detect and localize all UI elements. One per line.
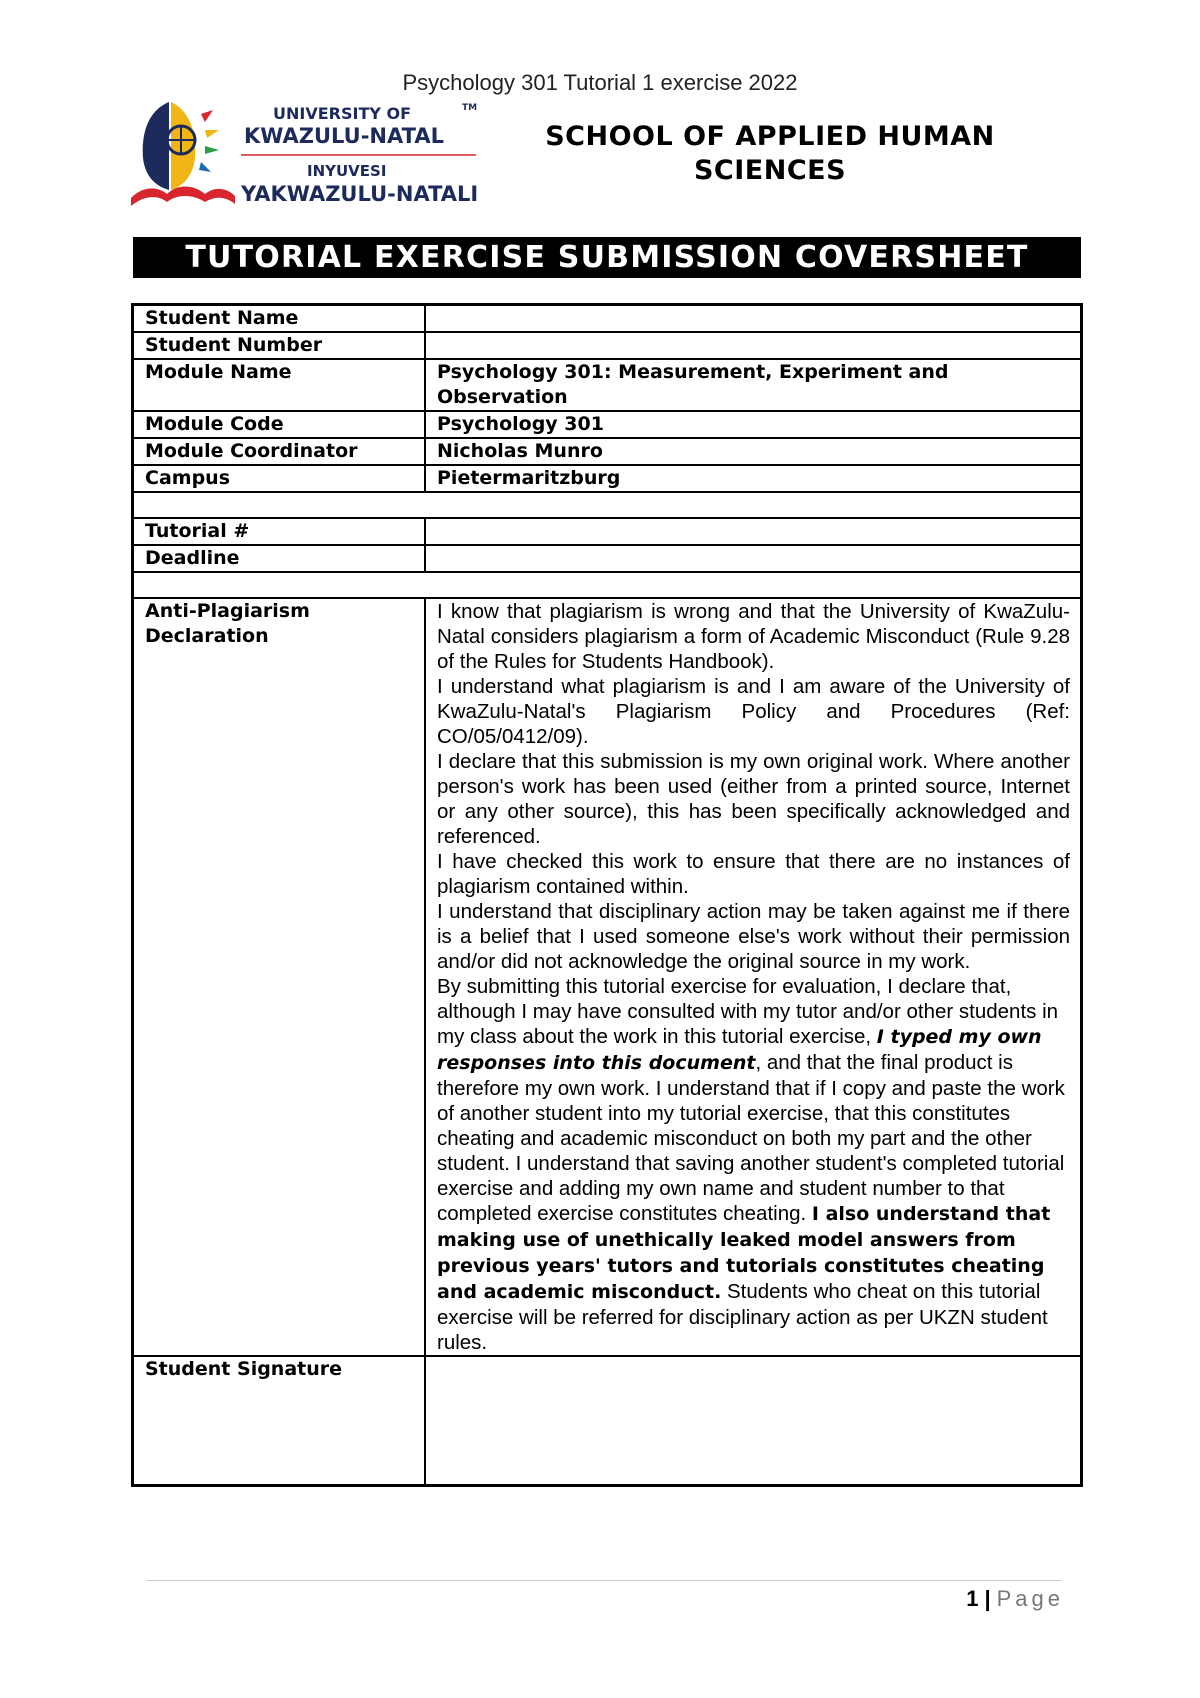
footer-divider (146, 1580, 1062, 1581)
campus-label: Campus (133, 465, 426, 492)
campus-value: Pietermaritzburg (425, 465, 1082, 492)
declaration-p6-part-c: , and that the final product is therefore my own work. I understand that if I copy and paste the work of another student into my tutorial exercise, that this constitutes cheating and academic misconduct on both my part and the other student. I understand that saving another student's completed tutorial exercise and adding my own name and student number to that completed exercise constitutes cheating. (437, 1051, 1065, 1225)
declaration-label-line-2: Declaration (145, 625, 269, 647)
tutorial-field[interactable] (425, 518, 1082, 545)
logo-text-yakwazulu-natali: YAKWAZULU-NATALI (241, 182, 479, 206)
declaration-p6-part-e: Students who cheat on this tutorial exercise will be referred for disciplinary action as per UKZN student rules. (437, 1280, 1048, 1354)
declaration-label-line-1: Anti-Plagiarism (145, 600, 310, 622)
page-word: Page (996, 1586, 1064, 1611)
logo-trademark: TM (462, 103, 478, 113)
module-coordinator-label: Module Coordinator (133, 438, 426, 465)
module-code-label: Module Code (133, 411, 426, 438)
row-declaration (133, 598, 1082, 1356)
declaration-paragraph-2: I understand what plagiarism is and I am aware of the University of KwaZulu-Natal's Plagiarism Policy and Procedures (Ref: CO/05/0412/09). (437, 675, 1070, 748)
signature-field[interactable] (425, 1356, 1082, 1486)
module-name-value: Psychology 301: Measurement, Experiment and Observation (425, 359, 1082, 411)
deadline-label: Deadline (133, 545, 426, 572)
submission-form-table (131, 303, 1083, 1487)
school-title-line-2: SCIENCES (693, 155, 847, 186)
declaration-p6-bold: I also understand that making use of unethically leaked model answers from previous years' tutors and tutorials constitutes cheating and academic misconduct. (437, 1203, 1051, 1303)
ukzn-logo (131, 100, 486, 210)
spacer-cell (133, 492, 1082, 518)
deadline-field[interactable] (425, 545, 1082, 572)
spacer-row-2 (133, 572, 1082, 598)
page-number-separator: | (984, 1586, 991, 1611)
row-student-number (133, 332, 1082, 359)
row-campus (133, 465, 1082, 492)
row-signature (133, 1356, 1082, 1486)
logo-text-kwazulu-natal: KWAZULU-NATAL (244, 124, 444, 148)
module-name-label: Module Name (133, 359, 426, 411)
logo-text-inyuvesi: INYUVESI (307, 162, 387, 180)
declaration-paragraph-6 (437, 974, 1070, 1355)
declaration-label (133, 598, 426, 1356)
logo-text-university-of: UNIVERSITY OF (273, 104, 412, 123)
student-name-label: Student Name (133, 305, 426, 333)
coversheet-banner: TUTORIAL EXERCISE SUBMISSION COVERSHEET (133, 237, 1081, 278)
school-title (520, 120, 1020, 188)
row-deadline (133, 545, 1082, 572)
declaration-p6-emphasis: I typed my own responses into this document (437, 1026, 1042, 1074)
ukzn-crest-icon (131, 100, 486, 210)
row-module-coordinator (133, 438, 1082, 465)
declaration-paragraph-3: I declare that this submission is my own original work. Where another person's work has been used (either from a printed source, Internet or any other source), this has been specifically acknowledged and referenced. (437, 750, 1070, 848)
declaration-paragraph-4: I have checked this work to ensure that there are no instances of plagiarism contained within. (437, 850, 1070, 898)
page-number-value: 1 (966, 1586, 979, 1611)
student-name-field[interactable] (425, 305, 1082, 333)
signature-label: Student Signature (133, 1356, 426, 1486)
row-module-code (133, 411, 1082, 438)
declaration-p6-part-a: By submitting this tutorial exercise for evaluation, I declare that, although I may have consulted with my tutor and/or other students in my class about the work in this tutorial exercise, (437, 975, 1059, 1048)
spacer-row-1 (133, 492, 1082, 518)
student-number-label: Student Number (133, 332, 426, 359)
declaration-paragraph-5: I understand that disciplinary action may be taken against me if there is a belief that I used someone else's work without their permission and/or did not acknowledge the original source in my work. (437, 900, 1070, 973)
tutorial-label: Tutorial # (133, 518, 426, 545)
page-number (966, 1586, 1064, 1612)
row-module-name (133, 359, 1082, 411)
row-student-name (133, 305, 1082, 333)
student-number-field[interactable] (425, 332, 1082, 359)
school-title-line-1: SCHOOL OF APPLIED HUMAN (545, 121, 995, 152)
module-code-value: Psychology 301 (425, 411, 1082, 438)
module-coordinator-value: Nicholas Munro (425, 438, 1082, 465)
spacer-cell (133, 572, 1082, 598)
document-header: Psychology 301 Tutorial 1 exercise 2022 (402, 70, 798, 95)
declaration-paragraph-1: I know that plagiarism is wrong and that the University of KwaZulu-Natal considers plagiarism a form of Academic Misconduct (Rule 9.28 of the Rules for Students Handbook). (437, 600, 1070, 673)
row-tutorial (133, 518, 1082, 545)
declaration-text (425, 598, 1082, 1356)
